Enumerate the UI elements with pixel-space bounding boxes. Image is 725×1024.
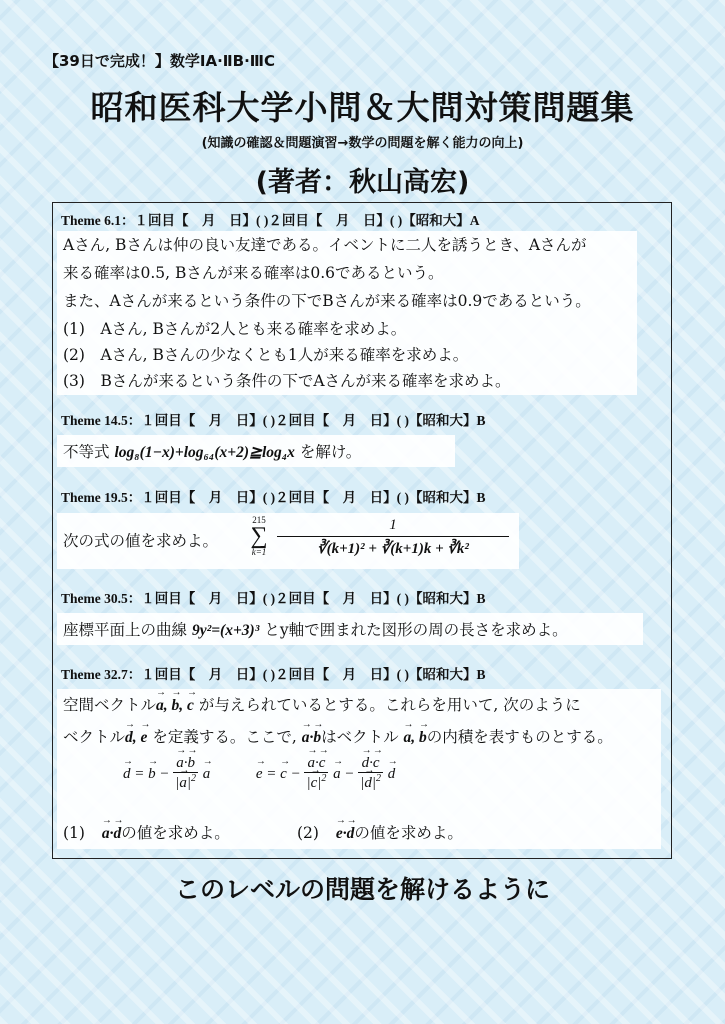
text-fragment: 空間ベクトル	[63, 696, 157, 714]
problem-line	[63, 440, 361, 462]
author-line: (著者：秋山高宏)	[255, 167, 470, 198]
vector-definitions: → d = → b − → $\frac{a\cdot\to b}{|\to a|^2}$ → a → e = → c − → $\frac{a\cdot\to c}{|\to c|^2}$ → a − → $\frac{d\cdot\to c}{|\to d|^2}$ → d	[123, 755, 395, 792]
summation	[245, 515, 273, 557]
theme-6-1-body	[57, 231, 637, 395]
theme-14-5-body	[57, 435, 455, 467]
question-3: (3) Bさんが来るという条件の下でAさんが来る確率を求めよ。	[63, 372, 511, 390]
problem-line: ベクトル→ d, → e を定義する。ここで, → a·→ bはベクトル → a, → bの内積を表すものとする。	[63, 725, 613, 747]
text-fragment: の内積を表すものとする。	[426, 728, 613, 746]
curve-equation: 9y²=(x+3)³	[191, 622, 260, 639]
theme-19-5-header: Theme 19.5：１回目【 月 日】( )２回目【 月 日】( )【昭和大】B	[61, 490, 486, 505]
text-fragment: が与えられているとする。これらを用いて, 次のように	[198, 696, 581, 714]
fraction-numerator: 1	[277, 517, 509, 537]
question-number: (2)	[297, 824, 319, 842]
suffix-text: を解け。	[299, 443, 362, 461]
theme-32-7-header: Theme 32.7：１回目【 月 日】( )２回目【 月 日】( )【昭和大】B	[61, 667, 486, 682]
book-series-label: 【39日で完成！】数学ⅠA·ⅡB·ⅢC	[44, 52, 275, 70]
problem-line: 来る確率は0.5, Bさんが来る確率は0.6であるという。	[63, 264, 444, 282]
prefix-text: 座標平面上の曲線	[63, 621, 188, 639]
text-fragment: ベクトル	[63, 728, 126, 746]
question-2: (2) Aさん, Bさんの少なくとも1人が来る確率を求めよ。	[63, 346, 469, 364]
page-title: 昭和医科大学小問＆大問対策問題集	[90, 88, 635, 127]
footer-slogan: このレベルの問題を解けるように	[174, 875, 550, 904]
question-number: (1)	[63, 824, 85, 842]
text-fragment: はベクトル	[321, 728, 399, 746]
theme-30-5-body	[57, 613, 643, 645]
problem-line: Aさん, Bさんは仲の良い友達である。イベントに二人を誘うとき、Aさんが	[63, 236, 587, 254]
question-text: の値を求めよ。	[121, 824, 230, 842]
theme-19-5-body	[57, 513, 519, 569]
inequality-expression: log₈(1−x)+log₆₄(x+2)≧log₄x	[114, 444, 295, 461]
sum-upper-limit: 215	[252, 515, 266, 525]
page-subtitle: (知識の確認＆問題演習→数学の問題を解く能力の向上)	[201, 136, 524, 151]
theme-32-7-body	[57, 689, 661, 849]
prefix-text: 次の式の値を求めよ。	[63, 532, 219, 550]
theme-14-5-header: Theme 14.5：１回目【 月 日】( )２回目【 月 日】( )【昭和大】B	[61, 413, 486, 428]
question-1: (1) → a·→ dの値を求めよ。	[63, 821, 230, 843]
fraction-denominator: ∛(k+1)² + ∛(k+1)k + ∛k²	[317, 541, 469, 557]
question-1: (1) Aさん, Bさんが2人とも来る確率を求めよ。	[63, 320, 407, 338]
theme-30-5-header: Theme 30.5：１回目【 月 日】( )２回目【 月 日】( )【昭和大】B	[61, 591, 486, 606]
question-text: の値を求めよ。	[354, 824, 463, 842]
theme-6-1-header: Theme 6.1：１回目【 月 日】( )２回目【 月 日】( )【昭和大】A	[61, 213, 480, 228]
problem-line: 空間ベクトル→ a, → b, → c が与えられているとする。これらを用いて, 次のように	[63, 693, 581, 715]
suffix-text: とy軸で囲まれた図形の周の長さを求めよ。	[264, 621, 568, 639]
text-fragment: を定義する。ここで,	[152, 728, 297, 746]
problem-line: また、Aさんが来るという条件の下でBさんが来る確率は0.9であるという。	[63, 292, 591, 310]
sum-lower-limit: k=1	[251, 547, 267, 557]
question-2: (2) → e·→ dの値を求めよ。	[297, 821, 463, 843]
problem-line	[63, 618, 568, 640]
prefix-text: 不等式	[63, 443, 110, 461]
summand-fraction	[277, 517, 509, 558]
problem-box	[52, 202, 672, 859]
sigma-icon: ∑	[250, 523, 268, 549]
